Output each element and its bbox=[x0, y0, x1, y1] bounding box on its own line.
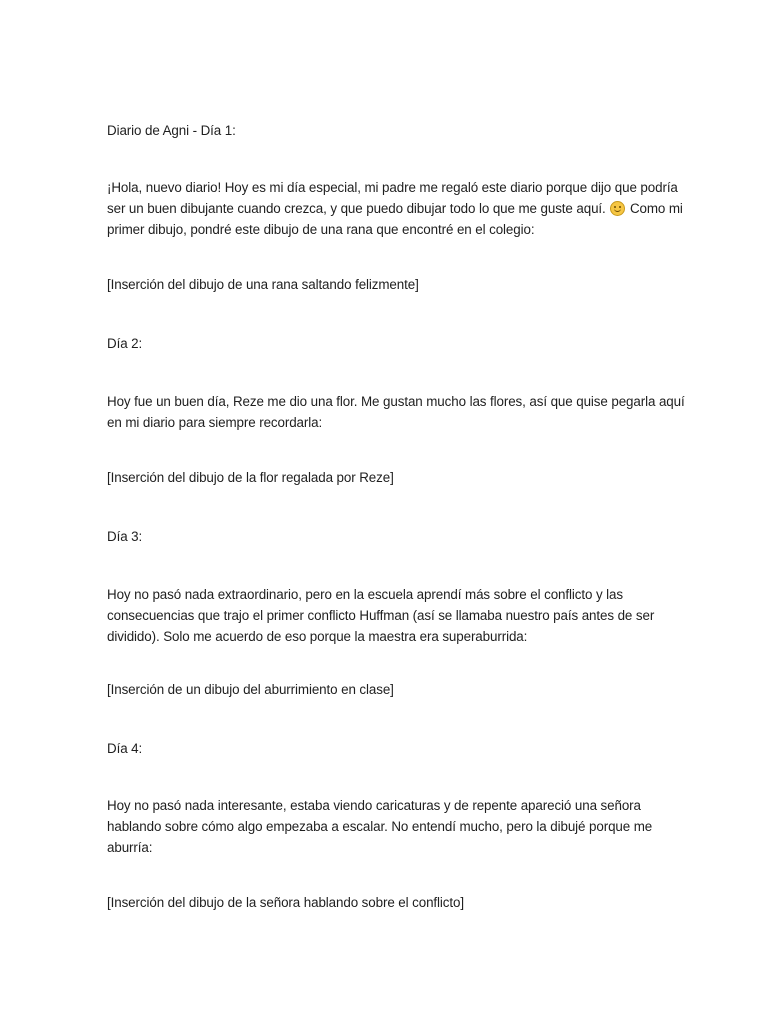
diary-title: Diario de Agni - Día 1: bbox=[107, 123, 236, 138]
day4-line-1: Hoy no pasó nada interesante, estaba viendo caricaturas y de repente apareció una señora bbox=[107, 798, 641, 813]
day3-line-1: Hoy no pasó nada extraordinario, pero en la escuela aprendí más sobre el conflicto y las bbox=[107, 587, 623, 602]
day2-line-1: Hoy fue un buen día, Reze me dio una flor. Me gustan mucho las flores, así que quise pegarla aquí bbox=[107, 394, 685, 409]
day2-line-2: en mi diario para siempre recordarla: bbox=[107, 415, 323, 430]
day1-line-2 bbox=[107, 198, 683, 219]
day4-line-2: hablando sobre cómo algo empezaba a escalar. No entendí mucho, pero la dibujé porque me bbox=[107, 819, 653, 834]
smiling-face-icon bbox=[610, 201, 625, 216]
day4-drawing-insertion: [Inserción del dibujo de la señora hablando sobre el conflicto] bbox=[107, 895, 464, 910]
day3-paragraph bbox=[107, 584, 667, 647]
day2-heading: Día 2: bbox=[107, 336, 143, 351]
day1-drawing-insertion: [Inserción del dibujo de una rana saltando felizmente] bbox=[107, 277, 419, 292]
day2-drawing-insertion: [Inserción del dibujo de la flor regalada por Reze] bbox=[107, 470, 394, 485]
day3-heading: Día 3: bbox=[107, 529, 143, 544]
day1-paragraph bbox=[107, 177, 683, 240]
day3-drawing-insertion: [Inserción de un dibujo del aburrimiento en clase] bbox=[107, 682, 394, 697]
day1-line-2-text: ser un buen dibujante cuando crezca, y que puedo dibujar todo lo que me guste aquí. bbox=[107, 201, 606, 216]
day1-line-2-tail: Como mi bbox=[629, 201, 683, 216]
day4-line-3: aburría: bbox=[107, 840, 153, 855]
day4-heading: Día 4: bbox=[107, 741, 143, 756]
day1-line-1: ¡Hola, nuevo diario! Hoy es mi día especial, mi padre me regaló este diario porque dijo que podría bbox=[107, 180, 678, 195]
day3-line-2: consecuencias que trajo el primer conflicto Huffman (así se llamaba nuestro país antes de ser bbox=[107, 608, 655, 623]
day2-paragraph bbox=[107, 391, 685, 433]
day1-line-3: primer dibujo, pondré este dibujo de una rana que encontré en el colegio: bbox=[107, 222, 535, 237]
day4-paragraph bbox=[107, 795, 667, 858]
day3-line-3: dividido). Solo me acuerdo de eso porque la maestra era superaburrida: bbox=[107, 629, 528, 644]
